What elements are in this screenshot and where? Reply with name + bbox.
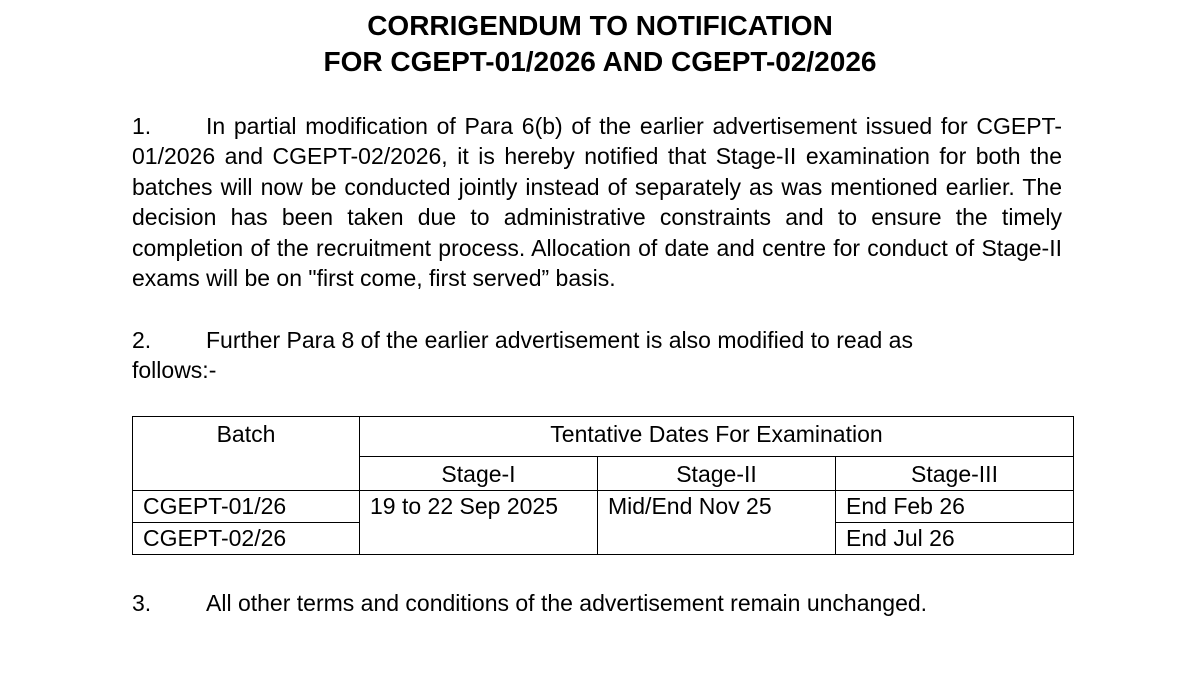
batch-cell: CGEPT-02/26 <box>133 523 360 555</box>
stage-3-cell: End Feb 26 <box>836 491 1074 523</box>
document-title-line-1: CORRIGENDUM TO NOTIFICATION <box>367 10 833 41</box>
stage-1-cell: 19 to 22 Sep 2025 <box>360 491 598 555</box>
paragraph-text: Further Para 8 of the earlier advertisement is also modified to read as follows:- <box>132 327 913 384</box>
paragraph-3 <box>132 588 1062 618</box>
paragraph-2 <box>132 325 972 386</box>
stage-3-header: Stage-III <box>836 457 1074 491</box>
stage-1-header: Stage-I <box>360 457 598 491</box>
paragraph-number: 3. <box>132 590 152 616</box>
batch-cell: CGEPT-01/26 <box>133 491 360 523</box>
stage-3-cell: End Jul 26 <box>836 523 1074 555</box>
document-title-line-2: FOR CGEPT-01/2026 AND CGEPT-02/2026 <box>323 46 877 77</box>
paragraph-1 <box>132 111 1062 293</box>
paragraph-text: In partial modification of Para 6(b) of the earlier advertisement issued for CGEPT-01/2026 and CGEPT-02/2026, it is hereby notified that Stage-II examination for both the batches will now be conducted jointly instead of separately as was mentioned earlier. The decision has been taken due to administrative constraints and to ensure the timely completion of the recruitment process. Allocation of date and centre for conduct of Stage-II exams will be on "first come, first served” basis. <box>132 113 1062 292</box>
tentative-dates-header: Tentative Dates For Examination <box>360 417 1074 457</box>
stage-2-cell: Mid/End Nov 25 <box>598 491 836 555</box>
stage-2-header: Stage-II <box>598 457 836 491</box>
table-row <box>133 491 1074 523</box>
exam-dates-table <box>132 416 1074 555</box>
paragraph-text: All other terms and conditions of the advertisement remain unchanged. <box>206 590 928 616</box>
paragraph-number: 1. <box>132 113 152 139</box>
batch-header: Batch <box>133 417 360 491</box>
paragraph-number: 2. <box>132 327 152 353</box>
